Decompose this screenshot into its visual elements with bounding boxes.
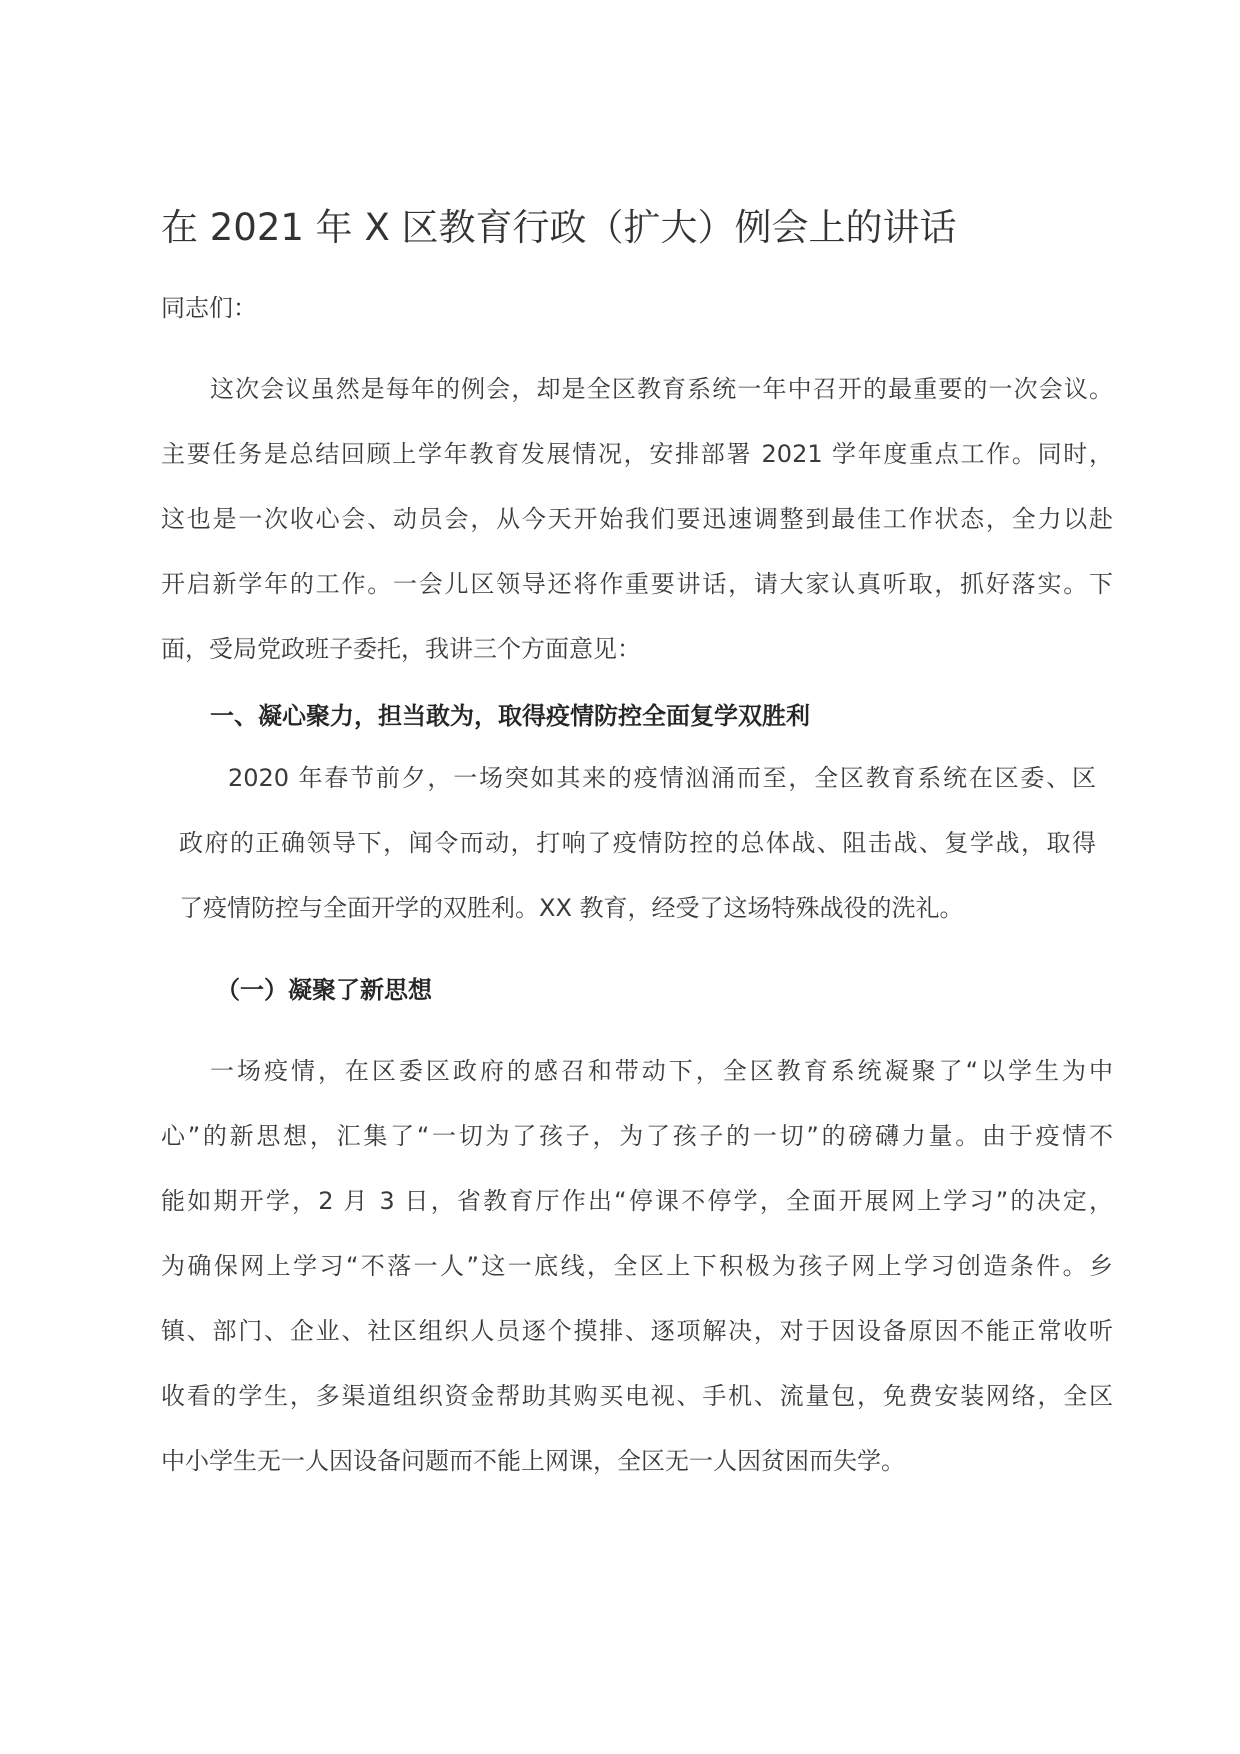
paragraph-line: 收看的学生，多渠道组织资金帮助其购买电视、手机、流量包，免费安装网络，全区 bbox=[161, 1382, 1113, 1410]
paragraph-line: 政府的正确领导下，闻令而动，打响了疫情防控的总体战、阻击战、复学战，取得 bbox=[179, 829, 1096, 857]
paragraph-line: 镇、部门、企业、社区组织人员逐个摸排、逐项解决，对于因设备原因不能正常收听 bbox=[161, 1317, 1113, 1345]
paragraph-line: 2020 年春节前夕，一场突如其来的疫情汹涌而至，全区教育系统在区委、区 bbox=[228, 764, 1096, 792]
document-title: 在 2021 年 X 区教育行政（扩大）例会上的讲话 bbox=[161, 206, 957, 249]
salutation: 同志们： bbox=[161, 294, 257, 322]
paragraph-line: 一场疫情，在区委区政府的感召和带动下，全区教育系统凝聚了“以学生为中 bbox=[210, 1057, 1113, 1085]
paragraph-intro bbox=[161, 357, 1113, 682]
paragraph-line: 开启新学年的工作。一会儿区领导还将作重要讲话，请大家认真听取，抓好落实。下 bbox=[161, 570, 1113, 598]
section-heading: 一、凝心聚力，担当敢为，取得疫情防控全面复学双胜利 bbox=[210, 702, 810, 730]
subsection-heading: （一）凝聚了新思想 bbox=[216, 976, 432, 1004]
paragraph-line: 心”的新思想，汇集了“一切为了孩子，为了孩子的一切”的磅礴力量。由于疫情不 bbox=[161, 1122, 1113, 1150]
paragraph-line: 了疫情防控与全面开学的双胜利。XX 教育，经受了这场特殊战役的洗礼。 bbox=[179, 894, 964, 922]
paragraph-section-one bbox=[179, 746, 1096, 941]
paragraph-line: 为确保网上学习“不落一人”这一底线，全区上下积极为孩子网上学习创造条件。乡 bbox=[161, 1252, 1113, 1280]
paragraph-line: 这次会议虽然是每年的例会，却是全区教育系统一年中召开的最重要的一次会议。 bbox=[210, 375, 1113, 403]
paragraph-line: 这也是一次收心会、动员会，从今天开始我们要迅速调整到最佳工作状态，全力以赴 bbox=[161, 505, 1113, 533]
paragraph-line: 面，受局党政班子委托，我讲三个方面意见： bbox=[161, 635, 641, 663]
paragraph-subsection-one bbox=[161, 1039, 1113, 1494]
paragraph-line: 中小学生无一人因设备问题而不能上网课，全区无一人因贫困而失学。 bbox=[161, 1447, 905, 1475]
paragraph-line: 主要任务是总结回顾上学年教育发展情况，安排部署 2021 学年度重点工作。同时， bbox=[161, 440, 1113, 468]
paragraph-line: 能如期开学，2 月 3 日，省教育厅作出“停课不停学，全面开展网上学习”的决定， bbox=[161, 1187, 1113, 1215]
